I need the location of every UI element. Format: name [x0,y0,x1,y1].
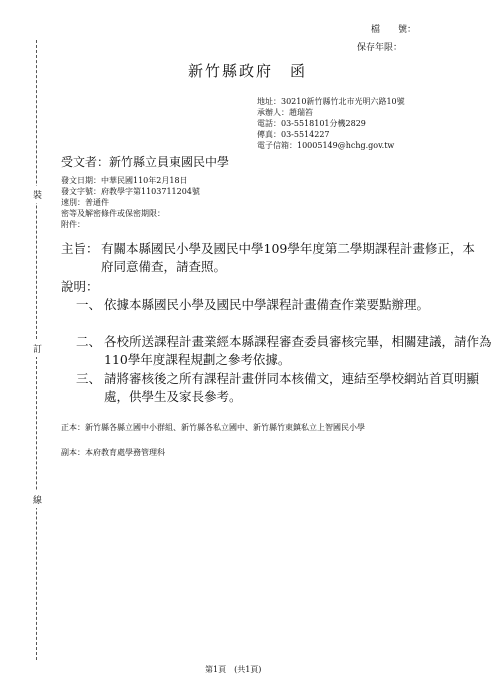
recipient: 受文者：新竹縣立員東國民中學 [61,155,230,169]
subject-text: 有關本縣國民小學及國民中學109學年度第二學期課程計畫修正，本府同意備查，請查照。 [101,241,475,274]
page-number: 第1頁 (共1頁) [205,665,262,674]
document-title: 新竹縣政府 函 [188,62,308,80]
distribution-copy: 副本：本府教育處學務管理科 [61,448,165,457]
contact-address: 地址：30210新竹縣竹北市光明六路10號 [257,97,405,106]
security-level: 密等及解密條件或保密期限： [61,209,165,218]
attachment: 附件： [61,220,85,229]
document-number: 發文字號：府教學字第1103711204號 [61,187,200,196]
point-number: 三、 [76,371,102,386]
contact-phone: 電話：03-5518101分機2829 [257,119,366,128]
meta-block [61,175,200,230]
point-text: 請將審核後之所有課程計畫併同本核備文，連結至學校網站首頁明顯處，供學生及家長參考。 [104,371,480,404]
distribution-original: 正本：新竹縣各縣立國中小群組、新竹縣各私立國中、新竹縣竹東鎮私立上智國民小學 [61,423,365,432]
point-number: 一、 [76,297,102,312]
contact-email: 電子信箱：10005149@hchg.gov.tw [257,141,395,150]
delivery-speed: 速別：普通件 [61,198,109,207]
contact-block [257,96,405,151]
subject-label: 主旨： [61,241,99,256]
binding-mark-xian: 線 [33,491,42,508]
archive-number-label: 檔 號： [371,25,417,35]
issue-date: 發文日期：中華民國110年2月18日 [61,176,188,185]
retention-period-label: 保存年限： [357,43,403,53]
contact-fax: 傳真：03-5514227 [257,130,330,139]
point-text: 依據本縣國民小學及國民中學課程計畫備查作業要點辦理。 [104,297,430,312]
contact-handler: 承辦人：趙瑞笞 [257,108,313,117]
point-number: 二、 [76,334,102,349]
point-text: 各校所送課程計畫業經本縣課程審查委員審核完畢，相關建議，請作為110學年度課程規劃之參考依據。 [104,334,492,367]
binding-mark-zhuang: 裝 [33,186,42,203]
explanation-label: 說明： [61,279,99,294]
binding-mark-ding: 訂 [33,340,42,357]
